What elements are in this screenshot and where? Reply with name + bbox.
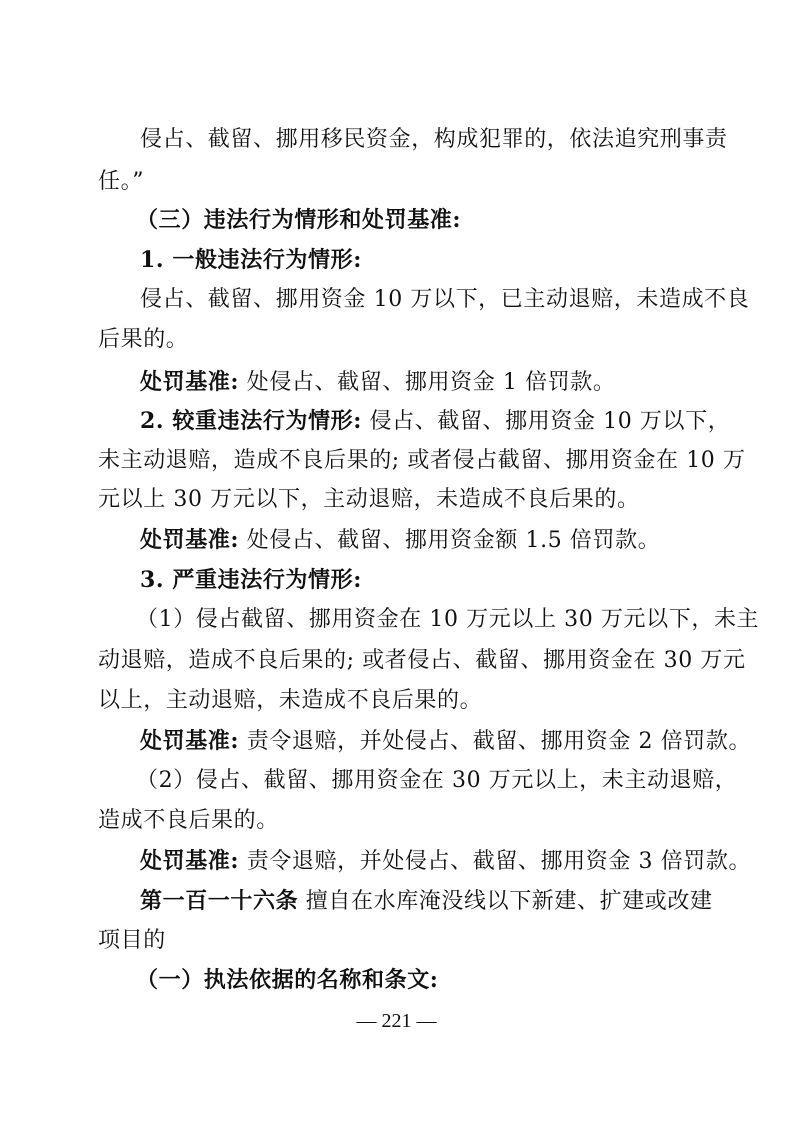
penalty-label: 处罚基准: xyxy=(140,369,240,395)
paragraph-line: 侵占、截留、挪用移民资金，构成犯罪的，依法追究刑事责 xyxy=(140,127,728,152)
paragraph-line: 项目的 xyxy=(98,928,166,953)
subsection-heading: 3. 严重违法行为情形: xyxy=(140,567,362,593)
paragraph-line xyxy=(140,406,730,437)
penalty-line xyxy=(140,846,751,877)
paragraph-line: （2）侵占、截留、挪用资金在 30 万元以上，未主动退赔， xyxy=(136,768,738,793)
article-line xyxy=(140,886,713,917)
penalty-label: 处罚基准: xyxy=(140,848,240,874)
paragraph-line: 后果的。 xyxy=(98,327,189,352)
paragraph-line: 侵占、截留、挪用资金 10 万以下，已主动退赔，未造成不良 xyxy=(140,287,750,312)
paragraph-text: 侵占、截留、挪用资金 10 万以下， xyxy=(361,409,731,434)
section-heading: （一）执法依据的名称和条文: xyxy=(136,967,439,993)
section-heading: （三）违法行为情形和处罚基准: xyxy=(136,207,462,233)
page-number: — 221 — xyxy=(356,1010,437,1032)
paragraph-line: （1）侵占截留、挪用资金在 10 万元以上 30 万元以下，未主 xyxy=(136,607,760,632)
penalty-text: 处侵占、截留、挪用资金 1 倍罚款。 xyxy=(239,370,616,395)
paragraph-line: 元以上 30 万元以下，主动退赔，未造成不良后果的。 xyxy=(98,487,640,512)
paragraph-line: 造成不良后果的。 xyxy=(98,808,279,833)
paragraph-line: 动退赔，造成不良后果的; 或者侵占、截留、挪用资金在 30 万元 xyxy=(98,648,746,673)
paragraph-line: 以上，主动退赔，未造成不良后果的。 xyxy=(98,688,483,713)
paragraph-line: 未主动退赔，造成不良后果的; 或者侵占截留、挪用资金在 10 万 xyxy=(98,448,746,473)
penalty-text: 处侵占、截留、挪用资金额 1.5 倍罚款。 xyxy=(239,528,661,553)
article-title: 擅自在水库淹没线以下新建、扩建或改建 xyxy=(298,889,713,914)
article-number: 第一百一十六条 xyxy=(140,888,299,914)
paragraph-line: 任。” xyxy=(98,169,145,194)
penalty-text: 责令退赔，并处侵占、截留、挪用资金 3 倍罚款。 xyxy=(239,849,752,874)
penalty-label: 处罚基准: xyxy=(140,527,240,553)
penalty-line xyxy=(140,525,660,556)
subsection-heading: 1. 一般违法行为情形: xyxy=(140,247,362,273)
penalty-text: 责令退赔，并处侵占、截留、挪用资金 2 倍罚款。 xyxy=(239,729,752,754)
penalty-label: 处罚基准: xyxy=(140,728,240,754)
penalty-line xyxy=(140,726,751,757)
subsection-heading: 2. 较重违法行为情形: xyxy=(140,408,362,434)
penalty-line xyxy=(140,367,616,398)
